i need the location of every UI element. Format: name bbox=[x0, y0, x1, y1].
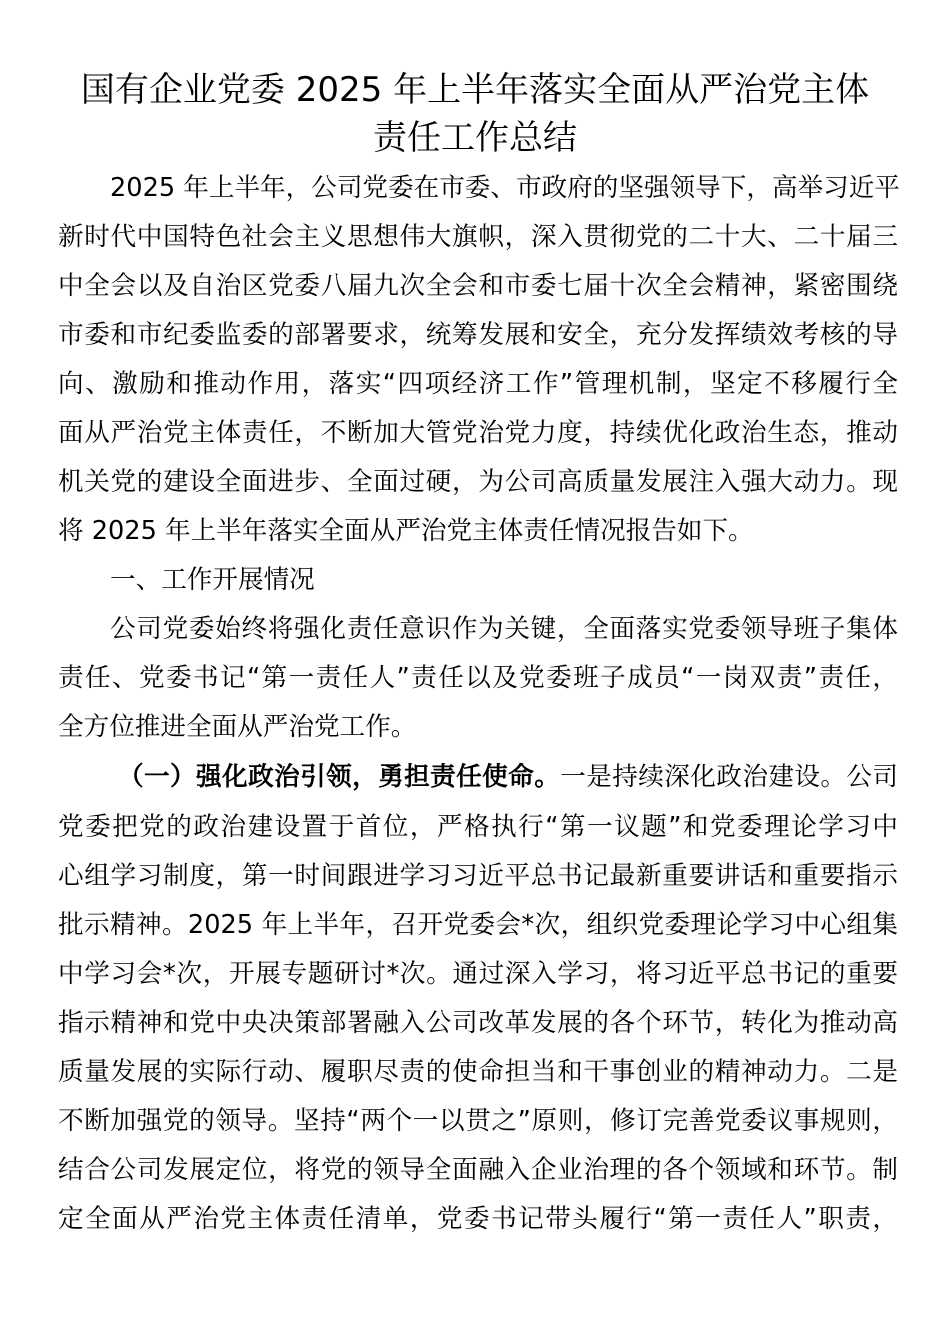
subsection-1-line-9: 结合公司发展定位，将党的领导全面融入企业治理的各个领域和环节。制 bbox=[58, 1155, 898, 1185]
subsection-1-line-5: 中学习会*次，开展专题研讨*次。通过深入学习，将习近平总书记的重要 bbox=[58, 959, 898, 989]
subsection-1-first-line bbox=[118, 762, 898, 792]
subsection-1-line-4: 批示精神。2025 年上半年，召开党委会*次，组织党委理论学习中心组集 bbox=[58, 910, 898, 940]
document-title-line-2: 责任工作总结 bbox=[373, 118, 577, 158]
subsection-1-line-7: 质量发展的实际行动、履职尽责的使命担当和干事创业的精神动力。二是 bbox=[58, 1057, 898, 1087]
subsection-1-line-10: 定全面从严治党主体责任清单，党委书记带头履行“第一责任人”职责， bbox=[58, 1204, 898, 1234]
intro-line-8: 将 2025 年上半年落实全面从严治党主体责任情况报告如下。 bbox=[58, 516, 754, 546]
intro-line-3: 中全会以及自治区党委八届九次全会和市委七届十次全会精神，紧密围绕 bbox=[58, 271, 898, 301]
subsection-1-line-8: 不断加强党的领导。坚持“两个一以贯之”原则，修订完善党委议事规则， bbox=[58, 1106, 898, 1136]
subsection-1-heading: （一）强化政治引领，勇担责任使命。 bbox=[118, 762, 561, 792]
document-title-line-1: 国有企业党委 2025 年上半年落实全面从严治党主体 bbox=[80, 70, 870, 110]
subsection-1-line-6: 指示精神和党中央决策部署融入公司改革发展的各个环节，转化为推动高 bbox=[58, 1008, 898, 1038]
section-1-heading: 一、工作开展情况 bbox=[110, 565, 315, 595]
intro-line-7: 机关党的建设全面进步、全面过硬，为公司高质量发展注入强大动力。现 bbox=[58, 467, 898, 497]
section-1-line-1: 公司党委始终将强化责任意识作为关键，全面落实党委领导班子集体 bbox=[110, 614, 898, 644]
intro-line-1: 2025 年上半年，公司党委在市委、市政府的坚强领导下，高举习近平 bbox=[110, 173, 900, 203]
intro-line-6: 面从严治党主体责任，不断加大管党治党力度，持续优化政治生态，推动 bbox=[58, 418, 898, 448]
intro-line-4: 市委和市纪委监委的部署要求，统筹发展和安全，充分发挥绩效考核的导 bbox=[58, 320, 898, 350]
intro-line-2: 新时代中国特色社会主义思想伟大旗帜，深入贯彻党的二十大、二十届三 bbox=[58, 222, 898, 252]
subsection-1-line-3: 心组学习制度，第一时间跟进学习习近平总书记最新重要讲话和重要指示 bbox=[58, 861, 898, 891]
section-1-line-2: 责任、党委书记“第一责任人”责任以及党委班子成员“一岗双责”责任， bbox=[58, 663, 898, 693]
section-1-line-3: 全方位推进全面从严治党工作。 bbox=[58, 712, 417, 742]
subsection-1-first-line-rest: 一是持续深化政治建设。公司 bbox=[560, 762, 898, 792]
subsection-1-line-2: 党委把党的政治建设置于首位，严格执行“第一议题”和党委理论学习中 bbox=[58, 812, 898, 842]
intro-line-5: 向、激励和推动作用，落实“四项经济工作”管理机制，坚定不移履行全 bbox=[58, 369, 898, 399]
